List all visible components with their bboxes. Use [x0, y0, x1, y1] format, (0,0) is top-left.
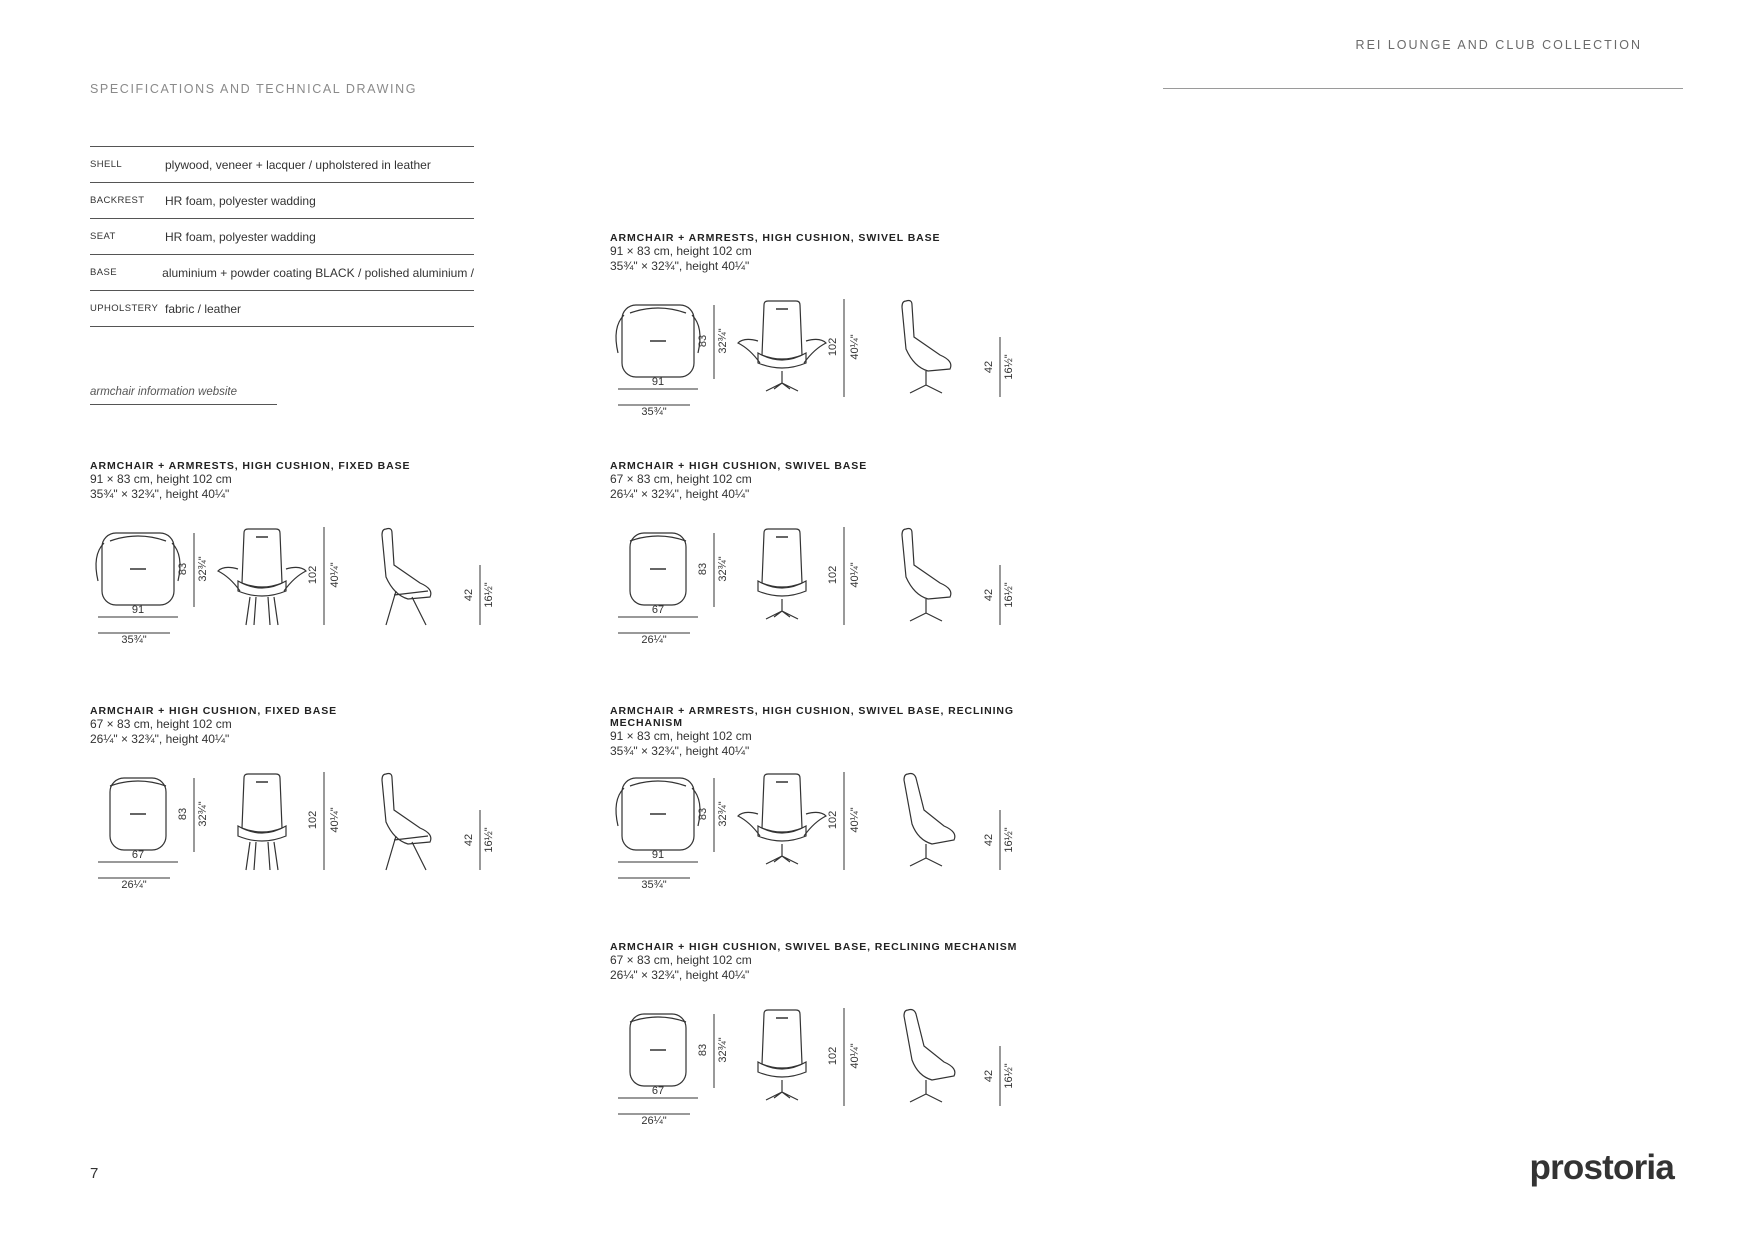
- width-in-label: 35¾": [641, 879, 667, 890]
- top-view-drawing: [98, 778, 194, 878]
- spec-row-backrest: [90, 183, 474, 219]
- front-view-swivel-base: [766, 599, 798, 619]
- top-view-backrest: [630, 1017, 686, 1022]
- height-cm-label: 102: [307, 810, 319, 830]
- top-view-backrest: [110, 781, 166, 786]
- side-view-drawing: [382, 529, 480, 626]
- variant-heading: [610, 941, 1017, 983]
- height-in-label: 40¼": [849, 1043, 861, 1069]
- seat-height-cm-label: 42: [463, 588, 475, 602]
- height-in-label: 40¼": [329, 807, 341, 833]
- top-view-armrest-left: [616, 788, 624, 826]
- variant-imperial-dimensions: 35¾" × 32¾", height 40¼": [610, 744, 750, 758]
- variant-imperial-dimensions: 35¾" × 32¾", height 40¼": [610, 259, 750, 273]
- spec-value: HR foam, polyester wadding: [165, 193, 316, 208]
- technical-drawing: [610, 525, 1030, 645]
- height-in-label: 40¼": [849, 334, 861, 360]
- technical-drawing: [610, 1006, 1030, 1126]
- height-cm-label: 102: [307, 565, 319, 585]
- variant-imperial-dimensions: 26¼" × 32¾", height 40¼": [90, 732, 230, 746]
- top-view-backrest: [630, 308, 686, 313]
- variant-imperial-dimensions: 26¼" × 32¾", height 40¼": [610, 487, 750, 501]
- side-view-drawing: [382, 774, 480, 871]
- width-in-label: 26¼": [641, 634, 667, 645]
- seat-height-in-label: 16½": [1003, 354, 1015, 380]
- collection-title: REI LOUNGE AND CLUB COLLECTION: [1355, 38, 1642, 52]
- spec-table: [90, 146, 474, 327]
- width-in-label: 26¼": [121, 879, 147, 890]
- variant-metric-dimensions: 67 × 83 cm, height 102 cm: [610, 953, 752, 967]
- width-cm-label: 67: [131, 849, 145, 861]
- seat-height-cm-label: 42: [983, 833, 995, 847]
- side-view-fixed-base: [386, 591, 428, 625]
- brand-logo: prostoria: [1529, 1148, 1674, 1187]
- top-view-backrest: [110, 536, 166, 541]
- top-view-backrest: [630, 781, 686, 786]
- spec-label: SEAT: [90, 231, 116, 242]
- technical-drawing: [90, 770, 510, 890]
- top-view-drawing: [616, 305, 714, 405]
- variant-title: ARMCHAIR + HIGH CUSHION, SWIVEL BASE: [610, 460, 868, 472]
- spec-label: SHELL: [90, 159, 123, 170]
- front-view-fixed-base: [246, 597, 278, 625]
- top-view-drawing: [618, 1014, 714, 1114]
- depth-in-label: 32¾": [197, 801, 209, 827]
- variant-metric-dimensions: 91 × 83 cm, height 102 cm: [610, 244, 752, 258]
- header-divider: [1163, 88, 1683, 89]
- top-view-armrest-left: [616, 315, 624, 353]
- variant-title: ARMCHAIR + ARMRESTS, HIGH CUSHION, SWIVEL BASE: [610, 232, 941, 244]
- width-cm-label: 91: [131, 604, 145, 616]
- side-view-swivel-base: [910, 599, 942, 621]
- variant-armrests-swivel: [610, 232, 1090, 432]
- depth-in-label: 32¾": [197, 556, 209, 582]
- variant-heading: [610, 460, 867, 502]
- spec-label: BASE: [90, 267, 117, 278]
- front-view-swivel-base: [766, 1080, 798, 1100]
- side-view-profile: [382, 774, 431, 845]
- depth-cm-label: 83: [177, 562, 189, 576]
- spec-row-seat: [90, 219, 474, 255]
- side-view-swivel-base: [910, 844, 942, 866]
- variant-title: ARMCHAIR + ARMRESTS, HIGH CUSHION, SWIVEL BASE, RECLINING MECHANISM: [610, 705, 1014, 729]
- width-cm-label: 67: [651, 1085, 665, 1097]
- seat-height-in-label: 16½": [1003, 582, 1015, 608]
- variant-title: ARMCHAIR + HIGH CUSHION, SWIVEL BASE, RECLINING MECHANISM: [610, 941, 1018, 953]
- width-cm-label: 67: [651, 604, 665, 616]
- side-view-swivel-base: [910, 371, 942, 393]
- spec-value: plywood, veneer + lacquer / upholstered in leather: [165, 157, 431, 172]
- front-view-seat: [758, 581, 806, 596]
- depth-in-label: 32¾": [717, 556, 729, 582]
- width-cm-label: 91: [651, 376, 665, 388]
- width-in-label: 35¾": [641, 406, 667, 417]
- depth-cm-label: 83: [697, 334, 709, 348]
- side-view-drawing: [902, 529, 1000, 626]
- side-view-reclined-profile: [904, 1010, 955, 1081]
- height-cm-label: 102: [827, 1046, 839, 1066]
- spec-value: HR foam, polyester wadding: [165, 229, 316, 244]
- side-view-fixed-base: [386, 836, 428, 870]
- side-view-drawing: [904, 774, 1000, 871]
- front-view-seat: [758, 826, 806, 841]
- seat-height-cm-label: 42: [983, 1069, 995, 1083]
- variant-imperial-dimensions: 35¾" × 32¾", height 40¼": [90, 487, 230, 501]
- seat-height-cm-label: 42: [463, 833, 475, 847]
- armchair-website-link[interactable]: armchair information website: [90, 386, 277, 405]
- top-view-armrest-left: [96, 543, 104, 581]
- seat-height-in-label: 16½": [1003, 1063, 1015, 1089]
- variant-metric-dimensions: 67 × 83 cm, height 102 cm: [90, 717, 232, 731]
- variant-imperial-dimensions: 26¼" × 32¾", height 40¼": [610, 968, 750, 982]
- top-view-drawing: [96, 533, 194, 633]
- spec-row-upholstery: [90, 291, 474, 327]
- height-cm-label: 102: [827, 565, 839, 585]
- side-view-profile: [382, 529, 431, 600]
- height-in-label: 40¼": [849, 562, 861, 588]
- width-in-label: 26¼": [641, 1115, 667, 1126]
- section-title: SPECIFICATIONS AND TECHNICAL DRAWING: [90, 82, 418, 96]
- seat-height-in-label: 16½": [483, 827, 495, 853]
- depth-in-label: 32¾": [717, 801, 729, 827]
- height-in-label: 40¼": [329, 562, 341, 588]
- side-view-profile: [902, 301, 951, 372]
- variant-heading: [610, 232, 940, 274]
- variant-armrests-swivel-reclining: [610, 705, 1090, 905]
- variant-swivel: [610, 460, 1090, 660]
- depth-in-label: 32¾": [717, 328, 729, 354]
- front-view-seat: [238, 581, 286, 596]
- variant-heading: [90, 460, 410, 502]
- variant-fixed: [90, 705, 570, 905]
- depth-cm-label: 83: [697, 1043, 709, 1057]
- seat-height-cm-label: 42: [983, 588, 995, 602]
- variant-title: ARMCHAIR + ARMRESTS, HIGH CUSHION, FIXED BASE: [90, 460, 411, 472]
- page-number: 7: [90, 1165, 99, 1182]
- variant-title: ARMCHAIR + HIGH CUSHION, FIXED BASE: [90, 705, 338, 717]
- spec-value: fabric / leather: [165, 301, 242, 316]
- seat-height-in-label: 16½": [483, 582, 495, 608]
- width-in-label: 35¾": [121, 634, 147, 645]
- top-view-drawing: [618, 533, 714, 633]
- height-cm-label: 102: [827, 810, 839, 830]
- top-view-drawing: [616, 778, 714, 878]
- technical-drawing: [90, 525, 510, 645]
- side-view-swivel-base: [910, 1080, 942, 1102]
- depth-cm-label: 83: [177, 807, 189, 821]
- front-view-seat: [758, 353, 806, 368]
- side-view-profile: [902, 529, 951, 600]
- front-view-fixed-base: [246, 842, 278, 870]
- front-view-swivel-base: [766, 844, 798, 864]
- side-view-drawing: [902, 301, 1000, 398]
- height-in-label: 40¼": [849, 807, 861, 833]
- height-cm-label: 102: [827, 337, 839, 357]
- seat-height-in-label: 16½": [1003, 827, 1015, 853]
- spec-label: UPHOLSTERY: [90, 303, 159, 314]
- width-cm-label: 91: [651, 849, 665, 861]
- front-view-swivel-base: [766, 371, 798, 391]
- side-view-drawing: [904, 1010, 1000, 1107]
- top-view-backrest: [630, 536, 686, 541]
- variant-heading: [610, 705, 1090, 759]
- variant-armrests-fixed: [90, 460, 570, 660]
- technical-drawing: [610, 297, 1030, 417]
- side-view-reclined-profile: [904, 774, 955, 845]
- spec-value: aluminium + powder coating BLACK / polished aluminium /: [162, 265, 474, 280]
- spec-row-base: [90, 255, 474, 291]
- depth-cm-label: 83: [697, 807, 709, 821]
- spec-row-shell: [90, 147, 474, 183]
- technical-drawing: [610, 770, 1030, 890]
- depth-cm-label: 83: [697, 562, 709, 576]
- depth-in-label: 32¾": [717, 1037, 729, 1063]
- variant-heading: [90, 705, 337, 747]
- variant-metric-dimensions: 91 × 83 cm, height 102 cm: [610, 729, 752, 743]
- front-view-seat: [238, 826, 286, 841]
- front-view-seat: [758, 1062, 806, 1077]
- variant-metric-dimensions: 91 × 83 cm, height 102 cm: [90, 472, 232, 486]
- variant-metric-dimensions: 67 × 83 cm, height 102 cm: [610, 472, 752, 486]
- variant-swivel-reclining: [610, 941, 1090, 1141]
- seat-height-cm-label: 42: [983, 360, 995, 374]
- spec-label: BACKREST: [90, 195, 145, 206]
